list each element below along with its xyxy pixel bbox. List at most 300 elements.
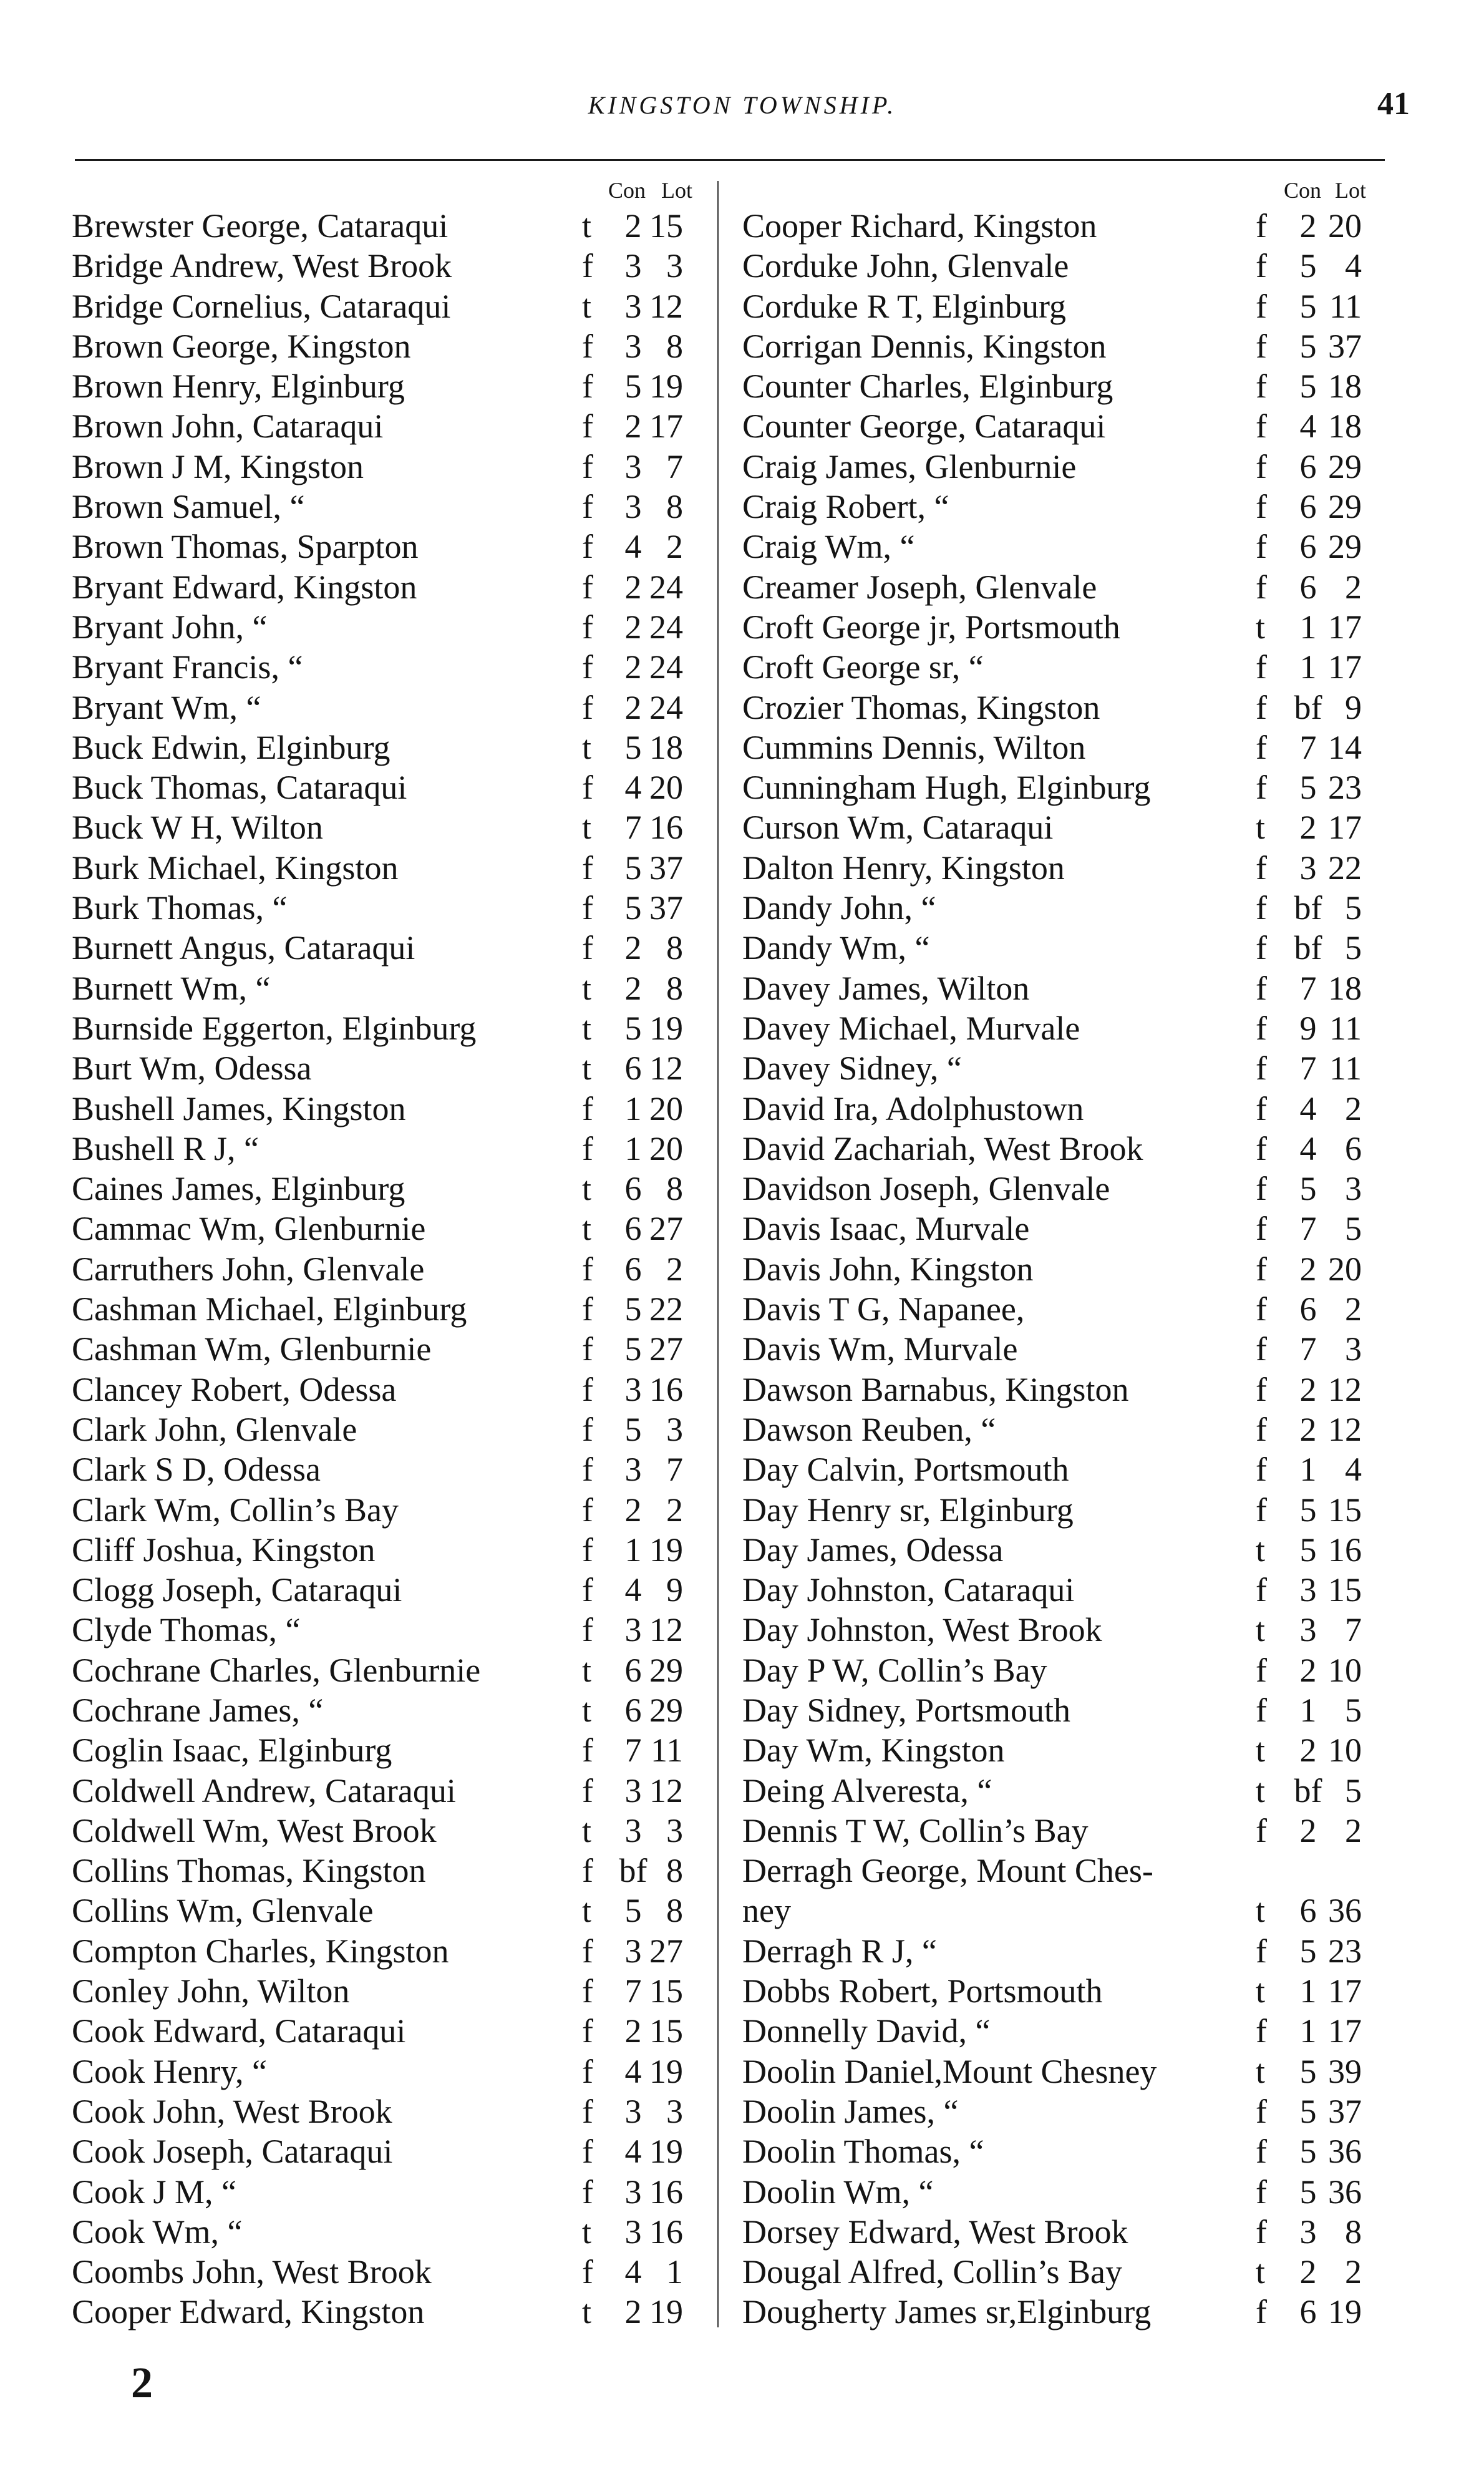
entry-name: Cooper Edward, Kingston [72,2293,425,2331]
directory-entry [742,1008,1385,1048]
concession-number: 3 [624,1611,642,1649]
entry-name: Coldwell Andrew, Cataraqui [72,1771,456,1809]
directory-entry [742,1811,1385,1851]
tenure-code: f [582,929,593,967]
lot-number: 16 [649,1370,683,1408]
concession-number: 7 [1299,1049,1317,1088]
tenure-code: t [1256,809,1266,847]
lot-number: 37 [1328,2092,1362,2130]
tenure-code: t [1256,1972,1266,2010]
directory-entry [72,1370,708,1410]
concession-number: 2 [624,568,642,606]
entry-name: Corduke R T, Elginburg [742,287,1066,325]
directory-entry [72,1289,708,1329]
tenure-code: f [582,1410,593,1448]
lot-number: 3 [666,1811,683,1849]
tenure-code: t [1256,2253,1266,2291]
tenure-code: f [1256,1370,1267,1408]
entry-name: Cashman Michael, Elginburg [72,1290,467,1328]
lot-number: 19 [649,1531,683,1569]
concession-number: 5 [1299,2133,1317,2171]
directory-entry [72,1048,708,1088]
concession-number: 6 [624,1170,642,1208]
tenure-code: f [582,247,593,285]
lot-number: 7 [666,447,683,485]
entry-name: Cook J M, “ [72,2173,237,2211]
directory-entry [72,888,708,928]
tenure-code: f [582,2133,593,2171]
lot-number: 2 [666,1491,683,1529]
lot-number: 16 [1328,1531,1362,1569]
concession-number: 6 [624,1651,642,1689]
entry-name: Bryant John, “ [72,608,268,646]
directory-entry [742,728,1385,767]
directory-entry [72,2172,708,2212]
concession-number: 2 [1299,1811,1317,1849]
concession-number: 1 [1299,1451,1317,1489]
concession-number: 2 [624,648,642,686]
directory-entry [742,807,1385,847]
tenure-code: f [1256,368,1267,406]
entry-name: Collins Wm, Glenvale [72,1892,374,1930]
tenure-code: f [1256,568,1267,606]
concession-number: 1 [1299,2012,1317,2050]
lot-number: 11 [1329,1049,1362,1088]
concession-number: 4 [1299,1089,1317,1127]
lot-number: 24 [649,648,683,686]
concession-number: 1 [1299,1691,1317,1729]
entry-name: Davidson Joseph, Glenvale [742,1170,1110,1208]
directory-entry [742,2212,1385,2252]
lot-number: 8 [666,1852,683,1890]
directory-entry [742,1610,1385,1650]
directory-entry [742,1490,1385,1530]
entry-name: Buck W H, Wilton [72,809,323,847]
tenure-code: f [582,1370,593,1408]
entry-name: Brown Thomas, Sparpton [72,528,419,566]
tenure-code: f [1256,488,1267,526]
lot-number: 37 [1328,327,1362,365]
directory-entry [742,1730,1385,1770]
lot-number: 19 [1328,2293,1362,2331]
lot-number: 15 [649,1972,683,2010]
entry-name: Doolin Thomas, “ [742,2133,984,2171]
tenure-code: f [582,688,593,726]
page-title: KINGSTON TOWNSHIP. [588,91,897,119]
concession-number: 2 [624,407,642,446]
entry-name: Craig Wm, “ [742,528,915,566]
concession-number: 3 [624,488,642,526]
concession-number: 3 [624,247,642,285]
directory-entry [72,1129,708,1169]
entry-name: ney [742,1892,791,1930]
directory-entry [742,366,1385,406]
lot-number: 5 [1345,1691,1362,1729]
entry-name: Burnett Wm, “ [72,969,271,1007]
concession-number: 2 [624,969,642,1007]
directory-entry [72,1530,708,1570]
entry-name: Cammac Wm, Glenburnie [72,1210,426,1248]
lot-number: 12 [649,1771,683,1809]
entry-name: Cummins Dennis, Wilton [742,728,1086,766]
tenure-code: t [1256,1771,1266,1809]
directory-entry [742,2131,1385,2171]
tenure-code: f [582,769,593,807]
page-number: 41 [1377,86,1410,122]
directory-entry [72,1449,708,1489]
lot-number: 8 [666,488,683,526]
directory-entry [72,647,708,687]
tenure-code: f [1256,929,1267,967]
concession-number: 3 [1299,1571,1317,1609]
concession-number: 4 [624,2253,642,2291]
concession-number: 3 [1299,849,1317,887]
concession-number: 5 [624,1330,642,1368]
lot-number: 9 [1345,688,1362,726]
concession-number: 6 [1299,528,1317,566]
directory-entry [742,2252,1385,2292]
directory-entry [742,1169,1385,1209]
lot-number: 2 [1345,568,1362,606]
concession-number: 3 [624,2173,642,2211]
directory-entry [742,2292,1385,2332]
tenure-code: f [582,889,593,927]
tenure-code: t [582,1049,592,1088]
tenure-code: t [582,1009,592,1047]
entry-name: Craig James, Glenburnie [742,447,1077,485]
directory-entry [742,1570,1385,1610]
lot-number: 24 [649,688,683,726]
lot-number: 1 [666,2253,683,2291]
directory-entry [742,1771,1385,1811]
tenure-code: f [1256,1410,1267,1448]
concession-number: 6 [1299,1290,1317,1328]
concession-number: 1 [1299,1972,1317,2010]
tenure-code: f [582,1771,593,1809]
tenure-code: f [582,407,593,446]
right-column-header [742,172,1385,206]
lot-number: 17 [1328,1972,1362,2010]
directory-entry [72,206,708,246]
lot-number: 16 [649,2173,683,2211]
concession-number: 2 [624,688,642,726]
tenure-code: f [1256,688,1267,726]
directory-entry [72,1610,708,1650]
lot-number: 10 [1328,1731,1362,1770]
tenure-code: t [1256,1531,1266,1569]
con-heading: Con [608,178,646,203]
directory-entry [742,1249,1385,1289]
entry-name: Bushell R J, “ [72,1129,259,1167]
entry-name: Counter George, Cataraqui [742,407,1106,446]
entry-name: Clark John, Glenvale [72,1410,357,1448]
lot-number: 8 [666,1170,683,1208]
concession-number: 7 [624,809,642,847]
left-entries [72,206,708,2332]
lot-number: 24 [649,608,683,646]
directory-entry [72,1811,708,1851]
concession-number: 5 [624,1290,642,1328]
lot-number: 11 [1329,1009,1362,1047]
tenure-code: t [582,1651,592,1689]
concession-number: bf [1294,1771,1322,1809]
tenure-code: t [1256,1611,1266,1649]
entry-name: Creamer Joseph, Glenvale [742,568,1097,606]
lot-number: 12 [649,1611,683,1649]
lot-number: 18 [1328,969,1362,1007]
directory-entry [72,1008,708,1048]
concession-number: 5 [1299,287,1317,325]
tenure-code: f [1256,2092,1267,2130]
directory-entry [742,1851,1385,1891]
concession-number: 4 [624,769,642,807]
concession-number: 2 [1299,1250,1317,1288]
entry-name: Cook Joseph, Cataraqui [72,2133,393,2171]
tenure-code: f [582,608,593,646]
entry-name: Curson Wm, Cataraqui [742,809,1054,847]
entry-name: Bushell James, Kingston [72,1089,406,1127]
directory-entry [72,1410,708,1449]
lot-number: 15 [649,2012,683,2050]
lot-number: 20 [649,1089,683,1127]
entry-name: Dawson Barnabus, Kingston [742,1370,1129,1408]
tenure-code: t [582,2213,592,2251]
concession-number: 7 [624,1972,642,2010]
entry-name: Brown Henry, Elginburg [72,368,405,406]
concession-number: 1 [1299,608,1317,646]
entry-name: Caines James, Elginburg [72,1170,405,1208]
tenure-code: f [1256,528,1267,566]
tenure-code: f [1256,327,1267,365]
tenure-code: f [1256,2133,1267,2171]
lot-number: 15 [649,207,683,245]
tenure-code: t [582,1691,592,1729]
right-column [742,172,1385,2332]
entry-name: Davis T G, Napanee, [742,1290,1025,1328]
entry-name: Cochrane James, “ [72,1691,324,1729]
concession-number: 5 [624,1892,642,1930]
lot-number: 29 [649,1651,683,1689]
tenure-code: f [582,447,593,485]
tenure-code: f [582,568,593,606]
lot-number: 11 [1329,287,1362,325]
tenure-code: f [582,1250,593,1288]
concession-number: 6 [1299,568,1317,606]
lot-number: 17 [649,407,683,446]
entry-name: Brown J M, Kingston [72,447,364,485]
concession-number: 3 [624,327,642,365]
entry-name: Coombs John, West Brook [72,2253,432,2291]
tenure-code: f [582,1491,593,1529]
directory-entry [742,1370,1385,1410]
concession-number: 5 [624,849,642,887]
header-rule [75,159,1385,161]
directory-entry [742,2011,1385,2051]
lot-number: 19 [649,2293,683,2331]
directory-entry [742,1891,1385,1931]
lot-number: 36 [1328,2173,1362,2211]
directory-entry [742,928,1385,968]
tenure-code: f [1256,1451,1267,1489]
directory-entry [742,1089,1385,1129]
tenure-code: f [1256,1129,1267,1167]
concession-number: 3 [1299,2213,1317,2251]
concession-number: 6 [624,1049,642,1088]
directory-entry [742,848,1385,888]
concession-number: 5 [1299,327,1317,365]
directory-entry [742,968,1385,1008]
tenure-code: f [1256,1210,1267,1248]
concession-number: 1 [624,1089,642,1127]
lot-number: 19 [649,368,683,406]
directory-entry [72,1971,708,2011]
tenure-code: f [1256,407,1267,446]
directory-entry [742,1690,1385,1730]
lot-number: 15 [1328,1571,1362,1609]
entry-name: Dougal Alfred, Collin’s Bay [742,2253,1122,2291]
concession-number: 2 [1299,1651,1317,1689]
entry-name: Cliff Joshua, Kingston [72,1531,376,1569]
lot-number: 3 [666,247,683,285]
tenure-code: t [582,2293,592,2331]
lot-number: 17 [1328,608,1362,646]
concession-number: 7 [1299,969,1317,1007]
lot-number: 2 [666,528,683,566]
directory-entry [72,1730,708,1770]
tenure-code: f [582,327,593,365]
concession-number: 2 [624,608,642,646]
entry-name: Doolin Wm, “ [742,2173,934,2211]
lot-number: 27 [649,1210,683,1248]
tenure-code: f [1256,849,1267,887]
lot-number: 3 [666,1410,683,1448]
directory-entry [72,607,708,647]
directory-entry [742,1329,1385,1369]
lot-number: 5 [1345,1210,1362,1248]
entry-name: David Ira, Adolphustown [742,1089,1084,1127]
entry-name: Donnelly David, “ [742,2012,991,2050]
concession-number: 3 [624,1451,642,1489]
entry-name: Cook Edward, Cataraqui [72,2012,406,2050]
entry-name: Cook Wm, “ [72,2213,243,2251]
tenure-code: f [582,1290,593,1328]
concession-number: 2 [1299,1370,1317,1408]
entry-name: Brown Samuel, “ [72,488,305,526]
lot-number: 17 [1328,809,1362,847]
entry-name: Day Johnston, West Brook [742,1611,1102,1649]
tenure-code: f [1256,2293,1267,2331]
entry-name: Day Sidney, Portsmouth [742,1691,1070,1729]
tenure-code: f [582,1330,593,1368]
directory-entry [72,447,708,487]
entry-name: Conley John, Wilton [72,1972,350,2010]
directory-entry [742,1931,1385,1971]
lot-number: 20 [1328,1250,1362,1288]
tenure-code: f [1256,1571,1267,1609]
lot-number: 2 [1345,1811,1362,1849]
concession-number: 2 [624,1491,642,1529]
tenure-code: f [1256,1170,1267,1208]
concession-number: 7 [1299,1330,1317,1368]
directory-entry [72,2292,708,2332]
directory-entry [742,487,1385,527]
tenure-code: t [582,969,592,1007]
entry-name: Dougherty James sr,Elginburg [742,2293,1152,2331]
lot-number: 37 [649,849,683,887]
entry-name: Dorsey Edward, West Brook [742,2213,1128,2251]
directory-entry [72,286,708,326]
tenure-code: f [582,1731,593,1770]
entry-name: Brown George, Kingston [72,327,411,365]
directory-entry [742,647,1385,687]
directory-entry [72,2131,708,2171]
concession-number: 2 [1299,809,1317,847]
concession-number: 5 [1299,1491,1317,1529]
concession-number: 5 [624,368,642,406]
directory-entry [72,928,708,968]
tenure-code: f [582,1531,593,1569]
concession-number: 3 [624,447,642,485]
lot-number: 8 [666,1892,683,1930]
lot-number: 2 [1345,2253,1362,2291]
entry-name: Day Henry sr, Elginburg [742,1491,1074,1529]
concession-number: 2 [1299,1410,1317,1448]
concession-number: bf [619,1852,647,1890]
directory-entry [72,487,708,527]
lot-number: 37 [649,889,683,927]
directory-entry [72,1570,708,1610]
entry-name: Buck Edwin, Elginburg [72,728,390,766]
lot-number: 20 [649,769,683,807]
directory-entry [72,688,708,728]
con-heading: Con [1284,178,1322,203]
directory-entry [742,1971,1385,2011]
tenure-code: f [1256,1691,1267,1729]
directory-entry [72,968,708,1008]
directory-entry [72,406,708,446]
entry-name: Davis John, Kingston [742,1250,1034,1288]
concession-number: 5 [1299,368,1317,406]
tenure-code: t [582,809,592,847]
lot-number: 9 [666,1571,683,1609]
lot-number: 8 [666,929,683,967]
tenure-code: t [1256,608,1266,646]
concession-number: 5 [624,1410,642,1448]
lot-number: 5 [1345,1771,1362,1809]
directory-entry [742,1289,1385,1329]
lot-number: 29 [1328,488,1362,526]
concession-number: 1 [624,1129,642,1167]
entry-name: Burnett Angus, Cataraqui [72,929,415,967]
entry-name: Bridge Andrew, West Brook [72,247,452,285]
lot-number: 2 [666,1250,683,1288]
entry-name: Carruthers John, Glenvale [72,1250,425,1288]
concession-number: 3 [624,1811,642,1849]
tenure-code: t [582,1170,592,1208]
directory-entry [742,688,1385,728]
entry-name: Dalton Henry, Kingston [742,849,1065,887]
directory-entry [72,1329,708,1369]
lot-number: 24 [649,568,683,606]
tenure-code: f [1256,969,1267,1007]
tenure-code: f [582,488,593,526]
entry-name: Crozier Thomas, Kingston [742,688,1100,726]
lot-number: 27 [649,1932,683,1970]
concession-number: 5 [1299,1170,1317,1208]
concession-number: 6 [1299,2293,1317,2331]
entry-name: Davis Wm, Murvale [742,1330,1018,1368]
concession-number: 4 [624,2052,642,2090]
